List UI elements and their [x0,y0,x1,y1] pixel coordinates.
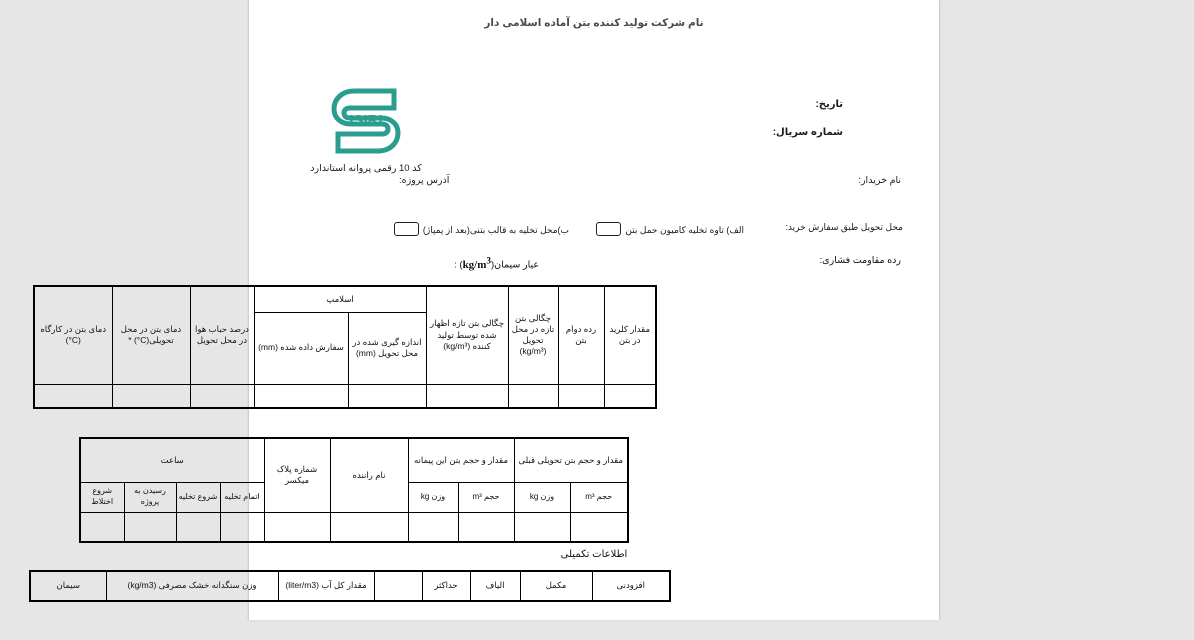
delivery-option-b-label: ب)محل تخلیه به قالب بتنی(بعد از پمپاژ) [422,225,569,235]
col-admixture: افزودنی [592,571,670,601]
col-fresh-density-declared: چگالی بتن تازه اظهار شده توسط تولید کننده (kg/m³) [426,286,508,384]
col-chloride-content: مقدار کلرید در بتن [604,286,656,384]
delivery-log-table [79,437,629,543]
col-prev-volume-m3: حجم m³ [570,482,628,512]
cell-time-start-mixing[interactable] [80,512,124,542]
standard-logo-block [291,87,441,174]
cell-air-content[interactable] [190,384,254,408]
delivery-option-a-label: الف) تاوه تخلیه کامیون حمل بتن [625,225,744,235]
buyer-project-row [249,175,939,197]
col-temp-delivery: دمای بتن در محل تحویلی(C°) * [112,286,190,384]
col-time-arrival-project: رسیدن به پروژه [124,482,176,512]
cement-content-unit [462,255,491,271]
col-slump-measured: اندازه گیری شده در محل تحویل (mm) [348,312,426,384]
isiri-standard-logo-icon [328,87,404,155]
cement-content-label [454,255,539,271]
buyer-name-label: نام خریدار: [858,175,901,186]
table3-header-row [30,571,670,601]
col-batch-volume-m3: حجم m³ [458,482,514,512]
table-row [34,384,656,408]
delivery-location-label: محل تحویل طبق سفارش خرید: [785,222,903,232]
mix-design-table-wrap [56,570,939,640]
col-this-batch-volume: مقدار و حجم بتن این پیمانه [408,438,514,482]
delivery-option-a-checkbox[interactable] [596,222,621,236]
col-time-start-discharge: شروع تخلیه [176,482,220,512]
document-header [249,45,939,175]
supplementary-info-title: اطلاعات تکمیلی [560,549,628,560]
col-time-start-mixing: شروع اختلاط [80,482,124,512]
col-slump-group: اسلامپ [254,286,426,312]
col-time-end-discharge: اتمام تخلیه [220,482,264,512]
delivery-option-b [390,222,569,236]
cell-slump-ordered[interactable] [254,384,348,408]
concrete-properties-table-wrap [40,285,939,415]
cell-prev-volume-m3[interactable] [570,512,628,542]
col-total-water: مقدار کل آب (liter/m3) [278,571,374,601]
col-slump-ordered: سفارش داده شده (mm) [254,312,348,384]
strength-class-label: رده مقاومت فشاری: [819,255,901,266]
cell-driver-name[interactable] [330,512,408,542]
cell-temp-delivery[interactable] [112,384,190,408]
col-previous-delivered-volume: مقدار و حجم بتن تحویلی قبلی [514,438,628,482]
project-address-label: آدرس پروژه: [399,175,450,186]
col-blank [374,571,422,601]
cell-slump-measured[interactable] [348,384,426,408]
col-temp-site: دمای بتن در کارگاه (C°) [34,286,112,384]
cell-time-end-discharge[interactable] [220,512,264,542]
cement-content-suffix: ) : [454,259,463,271]
serial-number-label: شماره سریال: [772,127,843,138]
document-page [40,0,940,620]
table-row [80,512,628,542]
col-durability-class: رده دوام بتن [558,286,604,384]
concrete-properties-table [33,285,657,409]
cell-chloride-content[interactable] [604,384,656,408]
cell-batch-volume-m3[interactable] [458,512,514,542]
delivery-option-b-checkbox[interactable] [394,222,419,236]
delivery-location-row [249,219,939,249]
col-mixer-plate-number: شماره پلاک میکسر [264,438,330,512]
col-driver-name: نام راننده [330,438,408,512]
col-fresh-density-delivery: چگالی بتن تازه در محل تحویل (kg/m³) [508,286,558,384]
isiri-logo-text: ISIRI [349,112,383,129]
header-date-serial-block [773,99,843,155]
standard-license-code-label: کد 10 رقمی پروانه استاندارد [310,163,422,174]
cell-fresh-density-declared[interactable] [426,384,508,408]
col-maximum: حداکثر [422,571,470,601]
cell-fresh-density-delivery[interactable] [508,384,558,408]
table2-header-row-1 [80,438,628,482]
delivery-option-a [592,222,744,236]
date-label: تاریخ: [815,99,843,110]
mix-design-table [29,570,671,602]
col-air-content: درصد حباب هوا در محل تحویل [190,286,254,384]
cell-batch-weight-kg[interactable] [408,512,458,542]
col-batch-weight-kg: وزن kg [408,482,458,512]
cement-content-unit-sup: 3 [486,255,491,265]
cement-content-prefix: عیار سیمان( [490,259,539,271]
table1-header-row-1 [34,286,656,312]
cell-mixer-plate-number[interactable] [264,512,330,542]
col-prev-weight-kg: وزن kg [514,482,570,512]
col-dry-aggregate-weight: وزن سنگدانه خشک مصرفی (kg/m3) [106,571,278,601]
col-cement: سیمان [30,571,106,601]
cell-prev-weight-kg[interactable] [514,512,570,542]
cement-content-unit-text: kg/m [462,258,487,271]
cell-time-arrival-project[interactable] [124,512,176,542]
document-title: نام شرکت تولید کننده بتن آماده اسلامی دار [484,17,704,29]
cell-temp-site[interactable] [34,384,112,408]
strength-cement-row [249,255,939,277]
delivery-log-table-wrap [91,437,939,545]
cell-durability-class[interactable] [558,384,604,408]
col-time-group: ساعت [80,438,264,482]
col-supplement: مکمل [520,571,592,601]
col-fibers: الیاف [470,571,520,601]
cell-time-start-discharge[interactable] [176,512,220,542]
